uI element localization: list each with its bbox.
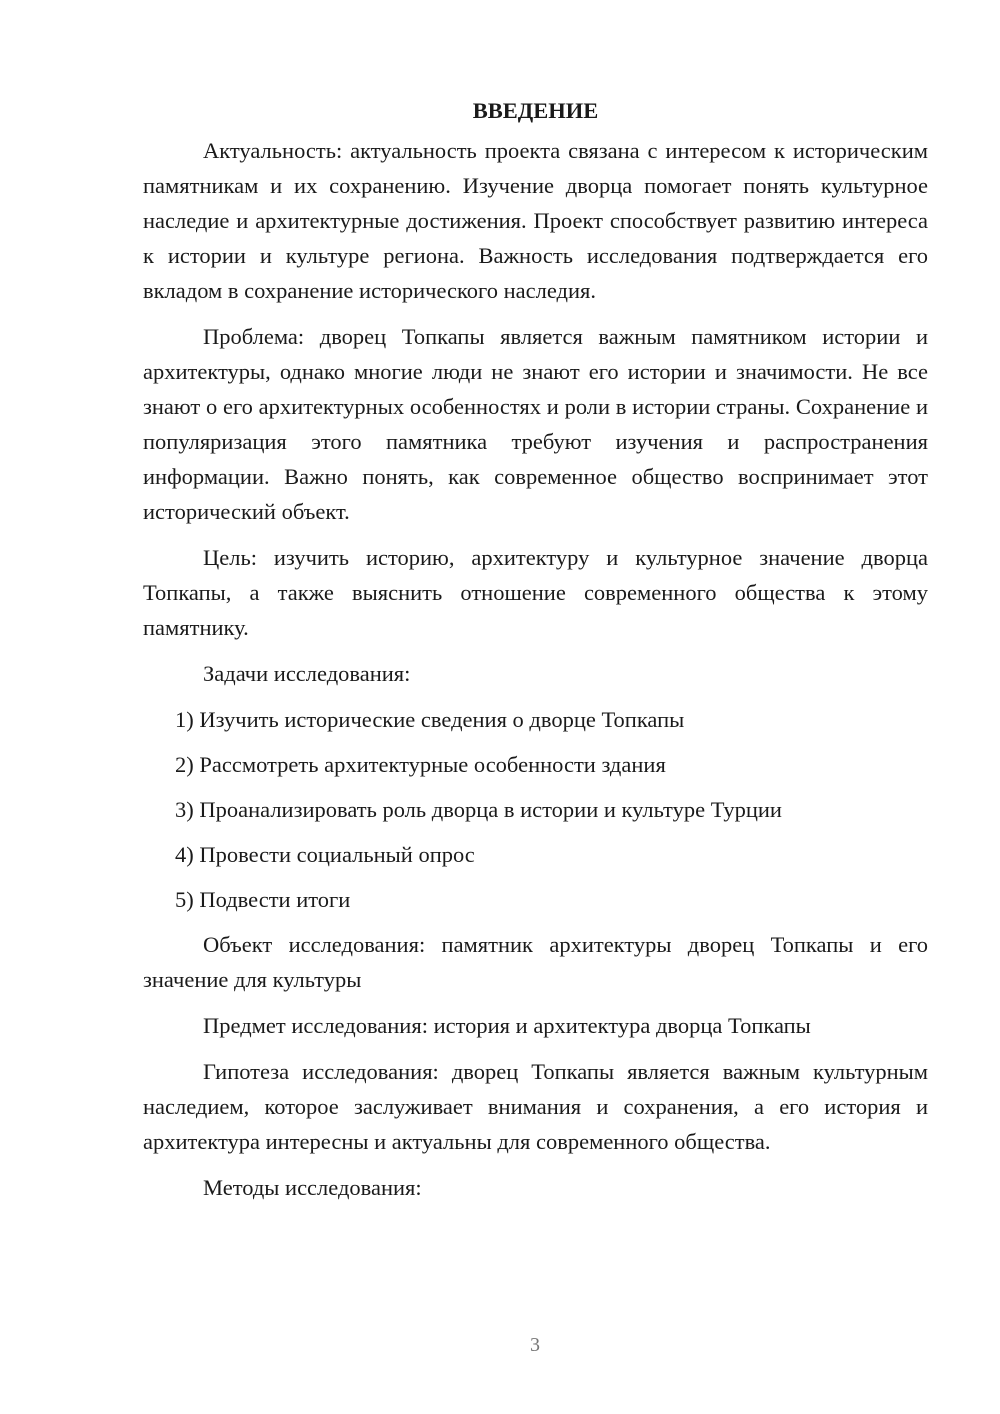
tasks-heading: Задачи исследования: — [203, 661, 411, 686]
list-item: 5) Подвести итоги — [175, 887, 351, 912]
list-item: 3) Проанализировать роль дворца в истории и культуре Турции — [175, 797, 782, 822]
document-page — [143, 95, 928, 1216]
section-title: ВВЕДЕНИЕ — [472, 98, 599, 123]
problem-paragraph: Проблема: дворец Топкапы является важным памятником истории и архитектуры, однако многие люди не знают его истории и значимости. Не все знают о его архитектурных особенностях и роли в истории страны. Сохранение и популяризация этого памятника требуют изучения и распространения информации. Важно понять, как современное общество воспринимает этот исторический объект. — [143, 324, 928, 524]
methods-heading: Методы исследования: — [203, 1175, 422, 1200]
page-number: 3 — [530, 1334, 540, 1356]
list-item: 1) Изучить исторические сведения о дворце Топкапы — [175, 707, 685, 732]
relevance-paragraph: Актуальность: актуальность проекта связана с интересом к историческим памятникам и их сохранению. Изучение дворца помогает понять культурное наследие и архитектурные достижения. Проект способствует развитию интереса к истории и культуре региона. Важность исследования подтверждается его вкладом в сохранение исторического наследия. — [143, 138, 928, 303]
list-item: 2) Рассмотреть архитектурные особенности здания — [175, 752, 666, 777]
object-paragraph: Объект исследования: памятник архитектуры дворец Топкапы и его значение для культуры — [143, 932, 928, 992]
goal-paragraph: Цель: изучить историю, архитектуру и культурное значение дворца Топкапы, а также выяснить отношение современного общества к этому памятнику. — [143, 545, 928, 640]
tasks-list — [143, 702, 928, 917]
list-item: 4) Провести социальный опрос — [175, 842, 475, 867]
hypothesis-paragraph: Гипотеза исследования: дворец Топкапы является важным культурным наследием, которое заслуживает внимания и сохранения, а его история и архитектура интересны и актуальны для современного общества. — [143, 1059, 928, 1154]
subject-paragraph: Предмет исследования: история и архитектура дворца Топкапы — [203, 1013, 811, 1038]
